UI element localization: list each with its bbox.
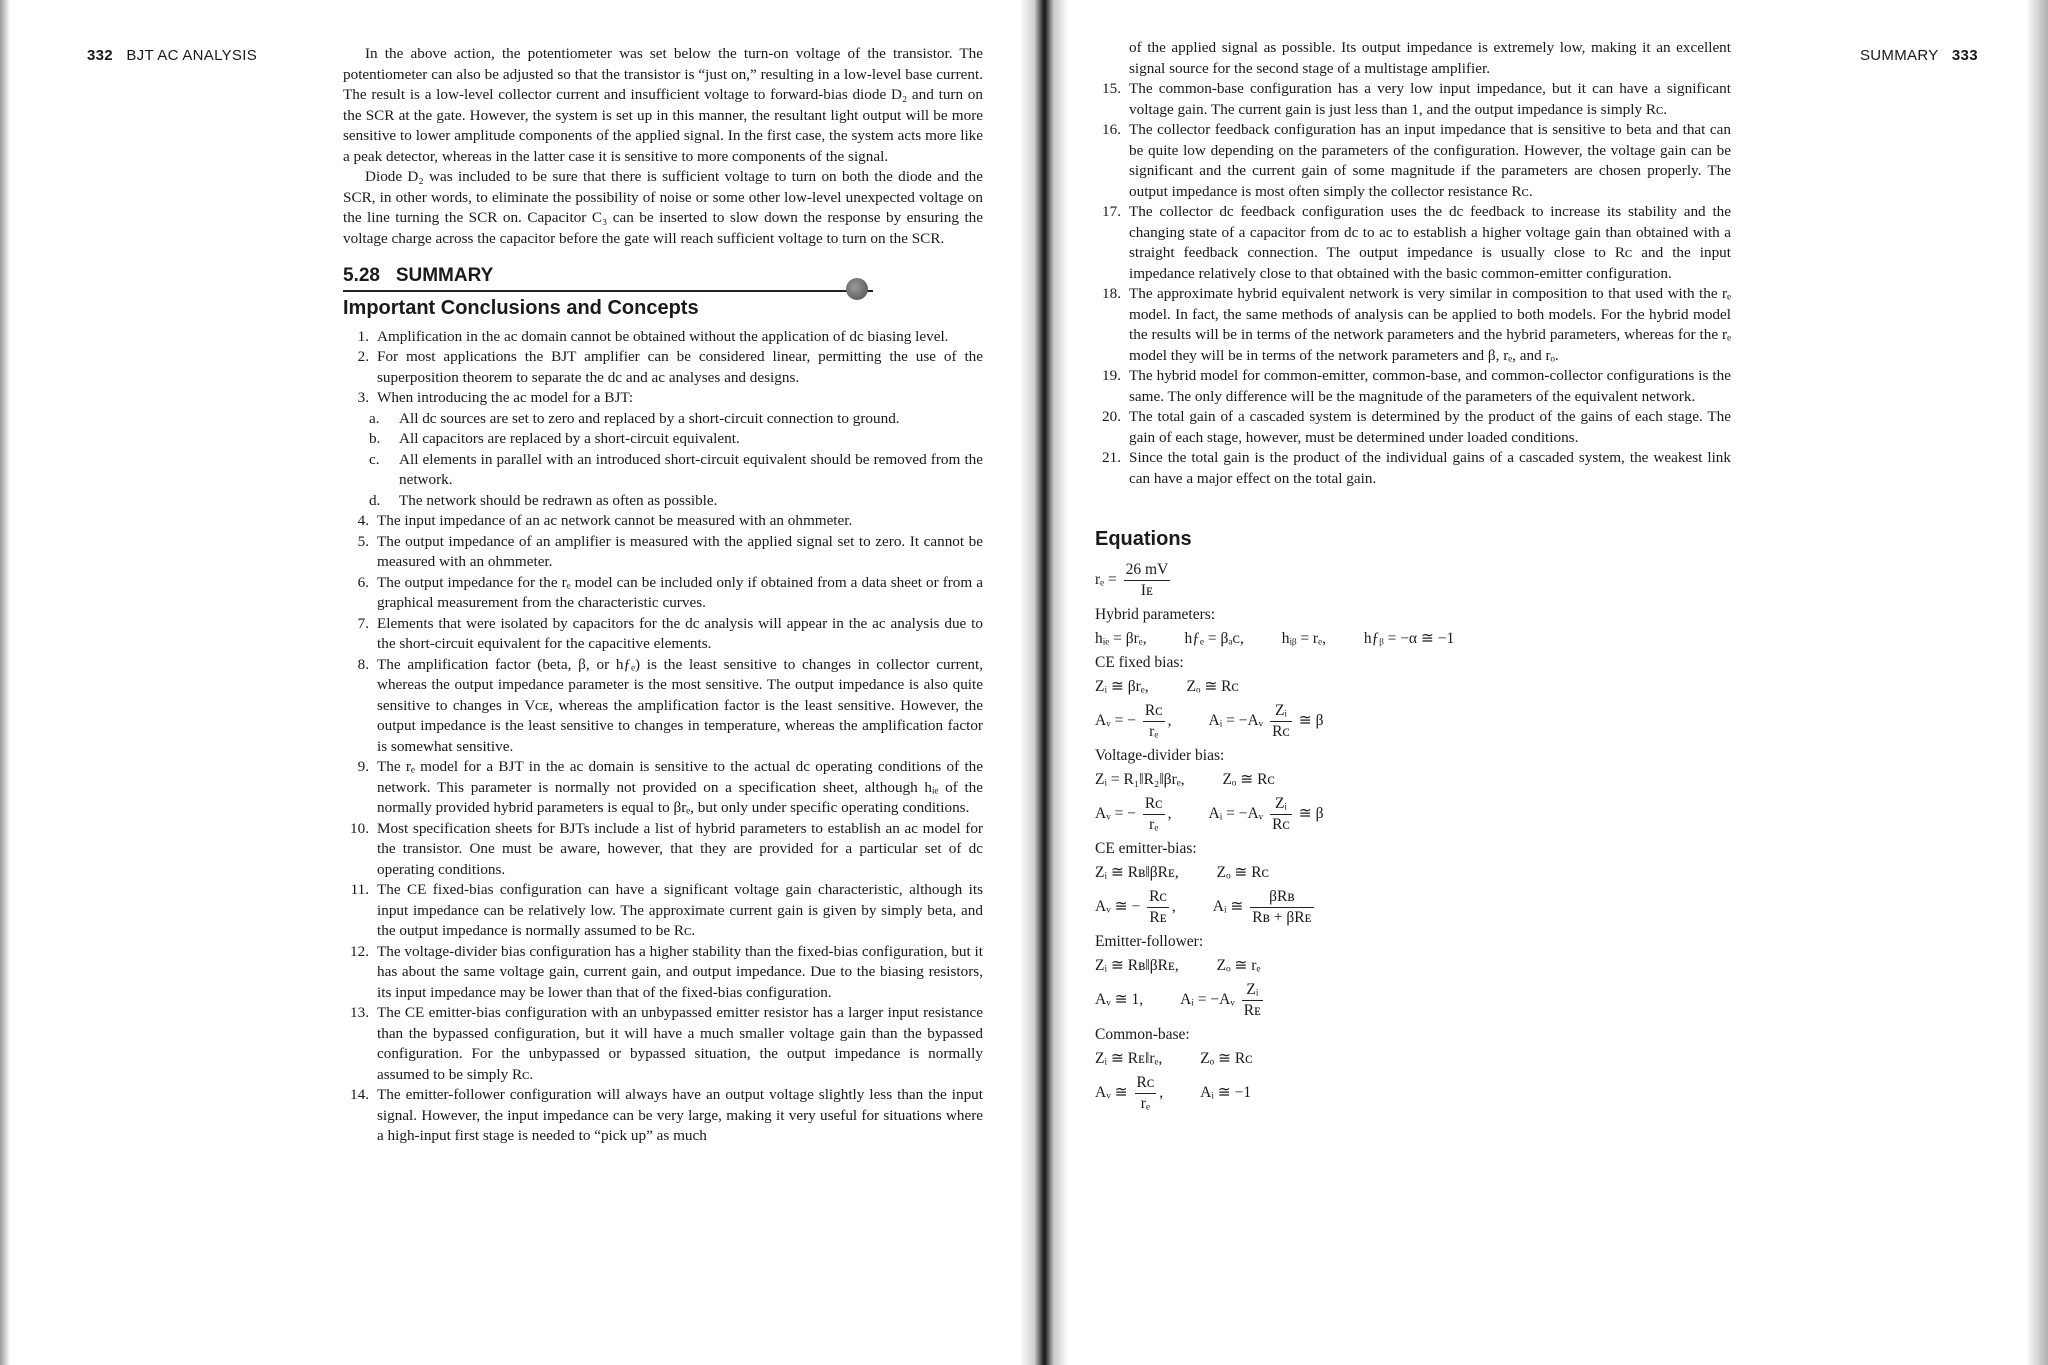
list-item-text: All capacitors are replaced by a short-circuit equivalent. [399, 430, 740, 447]
list-item [343, 532, 983, 573]
eq-hybrid-2: hƒₑ = βₐᴄ, [1184, 629, 1244, 647]
list-item-number: 8. [357, 655, 369, 673]
eq-vd-ai-frac [1270, 794, 1292, 835]
list-item-text: The amplification factor (beta, β, or hƒₑ) is the least sensitive to changes in collector current, whereas the output impedance parameter is the most sensitive. The output impedance is also quite sensitive to changes in Vᴄᴇ, whereas the amplification factor is the least sensitive. However, the output impedance is the least sensitive to changes in temperature, whereas the amplification factor is somewhat sensitive. [377, 655, 983, 755]
equation-hybrid [1095, 629, 1731, 649]
ef-label: Emitter-follower: [1095, 932, 1204, 950]
list-subitem [343, 450, 983, 491]
list-item-text: The voltage-divider bias configuration has a higher stability than the fixed-bias configuration, but it has about the same voltage gain, current gain, and output impedance. Due to the biasing resistors, its input impedance may be lower than that of the fixed-bias configuration. [377, 942, 983, 1001]
eq-cb-av-frac [1135, 1073, 1157, 1114]
eq-eb-zi: Zᵢ ≅ Rʙ‖βRᴇ, [1095, 863, 1179, 881]
eq-vd-ai-den: Rᴄ [1272, 815, 1290, 833]
eq-ef-ai-frac [1242, 980, 1263, 1021]
equation-ce-fixed-a: Aᵥ = − $\frac{\text{Rᴄ}}{\text{rₑ}}$ , Aᵢ = −Aᵥ $\frac{\text{Zᵢ}}{\text{Rᴄ}}$ ≅ β [1095, 701, 1324, 740]
eq-ce-fixed-ai-frac [1270, 701, 1292, 742]
eq-vd-av-den: rₑ [1149, 815, 1159, 833]
eq-eb-ai-lhs: Aᵢ ≅ [1212, 897, 1244, 915]
right-page-number: 333 [1951, 47, 1978, 64]
list-item-number: 19. [1102, 367, 1121, 384]
equation-cb-z [1095, 1049, 1731, 1069]
list-item [343, 880, 983, 942]
list-item [1095, 366, 1731, 407]
eq-ef-ai-den: Rᴇ [1243, 1001, 1261, 1019]
eq-ef-zi: Zᵢ ≅ Rʙ‖βRᴇ, [1095, 956, 1179, 974]
eq-cb-av-num: Rᴄ [1135, 1073, 1157, 1094]
eq-ce-fixed-zi: Zᵢ ≅ βrₑ, [1095, 677, 1149, 695]
left-page-number: 332 [87, 47, 113, 64]
left-running-head [87, 47, 257, 64]
list-item [343, 327, 983, 348]
eq-ce-fixed-av-num: Rᴄ [1143, 701, 1165, 722]
eq-ce-fixed-ai-num: Zᵢ [1270, 701, 1292, 722]
list-item-number: 18. [1102, 285, 1121, 302]
list-item-text: The total gain of a cascaded system is determined by the product of the gains of each stage. The gain of each stage, however, must be determined under loaded conditions. [1129, 408, 1731, 446]
list-item-text: The output impedance for the rₑ model can be included only if obtained from a data sheet or from a graphical measurement from the characteristic curves. [377, 573, 983, 611]
list-item-text: The rₑ model for a BJT in the ac domain is sensitive to the actual dc operating conditions of the network. This parameter is normally not provided on a specification sheet, although hᵢₑ of the normally provided hybrid parameters is equal to βrₑ, but only under specific operating conditions. [377, 758, 983, 816]
list-item-text: The common-base configuration has a very low input impedance, but it can have a significant voltage gain. The current gain is just less than 1, and the output impedance is simply Rᴄ. [1129, 80, 1731, 118]
continuation-text: of the applied signal as possible. Its output impedance is extremely low, making it an excellent signal source for the second stage of a multistage amplifier. [1129, 39, 1731, 77]
list-item-number: 4. [357, 512, 369, 529]
right-running-head [1860, 47, 1978, 64]
list-item [343, 573, 983, 614]
list-item-number: 2. [357, 348, 369, 365]
list-item [343, 655, 983, 758]
eq-vd-ai-num: Zᵢ [1270, 794, 1292, 815]
left-text-column [343, 44, 983, 1147]
list-item [343, 942, 983, 1004]
list-item-number: 14. [350, 1086, 369, 1103]
eq-ce-fixed-ai-den: Rᴄ [1272, 722, 1290, 740]
list-item-text: The collector dc feedback configuration uses the dc feedback to increase its stability and the changing state of a capacitor from dc to ac to establish a higher voltage gain than obtained with a straight feedback connection. The output impedance is usually close to Rᴄ and the input impedance relatively close to that obtained with the basic common-emitter configuration. [1129, 203, 1731, 282]
eq-eb-av-den: Rᴇ [1149, 908, 1167, 926]
eq-ce-fixed-ai-lhs: Aᵢ = −Aᵥ [1208, 711, 1264, 729]
eq-eb-ai-den: Rʙ + βRᴇ [1252, 908, 1312, 926]
list-item-text: The approximate hybrid equivalent network is very similar in composition to that used with the rₑ model. In fact, the same methods of analysis can be applied to both models. For the hybrid model the results will be in terms of the network parameters and the hybrid parameters, whereas for the rₑ model they will be in terms of the network parameters and β, rₑ, and rₒ. [1129, 285, 1731, 364]
right-text-column [1095, 38, 1731, 1118]
equation-cb-a: Aᵥ ≅ $\frac{\text{Rᴄ}}{\text{rₑ}}$ , Aᵢ ≅ −1 [1095, 1073, 1252, 1112]
list-item-text: All elements in parallel with an introduced short-circuit equivalent should be removed from the network. [399, 450, 983, 488]
conclusions-list [343, 327, 983, 1147]
list-item-text: For most applications the BJT amplifier can be considered linear, permitting the use of the superposition theorem to separate the dc and ac analyses and designs. [377, 348, 983, 386]
summary-section-heading [343, 266, 983, 292]
conclusions-subheading: Important Conclusions and Concepts [343, 297, 699, 319]
equations-heading: Equations [1095, 528, 1192, 550]
equation-eb-a: Aᵥ ≅ − $\frac{\text{Rᴄ}}{\text{Rᴇ}}$ , Aᵢ ≅ $\frac{\text{βRʙ}}{\text{Rʙ + βRᴇ}}$ [1095, 887, 1312, 926]
eq-hybrid-1: hᵢₑ = βrₑ, [1095, 629, 1147, 647]
eq-vd-ai-rhs: ≅ β [1298, 804, 1324, 822]
list-item-text: The network should be redrawn as often as possible. [399, 491, 718, 509]
list-item-text: The hybrid model for common-emitter, common-base, and common-collector configurations is the same. The only difference will be the magnitude of the parameters of the equivalent network. [1129, 367, 1731, 405]
list-item-number: d. [369, 491, 381, 509]
eq-vd-av-frac [1143, 794, 1165, 835]
eq-cb-zi: Zᵢ ≅ Rᴇ‖rₑ, [1095, 1049, 1163, 1067]
eb-label: CE emitter-bias: [1095, 839, 1197, 857]
eq-ce-fixed-av-den: rₑ [1149, 722, 1159, 740]
eq-cb-ai: Aᵢ ≅ −1 [1200, 1083, 1252, 1101]
cb-label: Common-base: [1095, 1025, 1190, 1043]
eq-eb-av-lhs: Aᵥ ≅ − [1095, 897, 1141, 915]
list-item [1095, 79, 1731, 120]
eq-ef-av: Aᵥ ≅ 1, [1095, 990, 1144, 1008]
equation-ef-a [1095, 980, 1731, 1021]
section-heading-text: 5.28 SUMMARY [343, 265, 494, 286]
eq-vd-zi: Zᵢ = R₁‖R₂‖βrₑ, [1095, 770, 1185, 788]
list-item [1095, 202, 1731, 284]
eq-ce-fixed-zo: Zₒ ≅ Rᴄ [1186, 677, 1239, 695]
section-heading-rule [343, 290, 873, 292]
eq-vd-av-lhs: Aᵥ = − [1095, 804, 1136, 822]
eq-ef-ai-num: Zᵢ [1242, 980, 1263, 1001]
list-subitem [343, 491, 983, 512]
list-item-number: 16. [1102, 121, 1121, 138]
left-running-title: BJT AC ANALYSIS [126, 47, 258, 64]
equations-block [1095, 560, 1731, 1114]
list-item-number: 10. [350, 819, 369, 837]
list-item-number: 9. [357, 758, 369, 775]
equation-re [1095, 560, 1731, 601]
list-item-text: Amplification in the ac domain cannot be obtained without the application of dc biasing level. [377, 327, 949, 345]
eq-ce-fixed-av-frac [1143, 701, 1165, 742]
list-item [1095, 407, 1731, 448]
list-item [1095, 120, 1731, 202]
eq-ce-fixed-ai-rhs: ≅ β [1298, 711, 1324, 729]
ce-fixed-label: CE fixed bias: [1095, 653, 1184, 671]
eq-eb-zo: Zₒ ≅ Rᴄ [1216, 863, 1270, 881]
eq-vd-ai-lhs: Aᵢ = −Aᵥ [1208, 804, 1264, 822]
list-item-text: Since the total gain is the product of the individual gains of a cascaded system, the weakest link can have a major effect on the total gain. [1129, 449, 1731, 487]
equation-vd-z [1095, 770, 1731, 790]
eq-eb-av-num: Rᴄ [1147, 887, 1169, 908]
list-item-number: 12. [350, 942, 369, 960]
equation-ce-fixed-z [1095, 677, 1731, 697]
eq-vd-av-num: Rᴄ [1143, 794, 1165, 815]
list-item-number: 17. [1102, 203, 1121, 220]
book-gutter [1020, 0, 1068, 1365]
list-item-number: 11. [350, 881, 369, 898]
eq-ef-ai-lhs: Aᵢ = −Aᵥ [1180, 990, 1235, 1008]
list-item-number: 21. [1102, 449, 1121, 466]
list-item [343, 819, 983, 881]
list-item-number: 20. [1102, 408, 1121, 425]
list-item-number: 13. [350, 1004, 369, 1021]
intro-paragraph-2: Diode D₂ was included to be sure that there is sufficient voltage to turn on both the diode and the SCR, in other words, to eliminate the possibility of noise or some other low-level unexpected voltage on the line turning the SCR on. Capacitor C₃ can be inserted to slow down the response by ensuring the voltage charge across the capacitor before the gate will reach sufficient voltage to turn on the SCR. [343, 168, 983, 247]
list-item-text: The output impedance of an amplifier is measured with the applied signal set to zero. It cannot be measured with an ohmmeter. [377, 532, 983, 570]
list-subitem [343, 409, 983, 430]
vd-label: Voltage-divider bias: [1095, 746, 1225, 764]
eq-ce-fixed-av-lhs: Aᵥ = − [1095, 711, 1136, 729]
list-item [1095, 448, 1731, 489]
list-item-continuation [1095, 38, 1731, 79]
list-subitem [343, 429, 983, 450]
list-item-text: Most specification sheets for BJTs include a list of hybrid parameters to establish an ac model for the transistor. One must be aware, however, that they are provided for a particular set of dc operating conditions. [377, 819, 983, 878]
list-item [1095, 284, 1731, 366]
list-item [343, 511, 983, 532]
list-item-text: The emitter-follower configuration will always have an output voltage slightly less than the input signal. However, the input impedance can be very large, making it very useful for situations where a high-input first stage is needed to “pick up” as much [377, 1086, 983, 1144]
eq-hybrid-3: hᵢᵦ = rₑ, [1281, 629, 1326, 647]
list-item-number: 15. [1102, 80, 1121, 97]
eq-re-lhs: rₑ = [1095, 570, 1117, 588]
list-item-number: 7. [357, 614, 369, 632]
hybrid-label: Hybrid parameters: [1095, 605, 1216, 623]
eq-eb-ai-num: βRʙ [1250, 887, 1313, 908]
right-page-edge [2026, 0, 2048, 1365]
list-item [343, 347, 983, 388]
list-item-number: c. [369, 450, 380, 468]
section-marker-icon [846, 278, 868, 300]
equation-eb-z [1095, 863, 1731, 883]
eq-hybrid-4: hƒᵦ = −α ≅ −1 [1363, 629, 1455, 647]
list-item-number: b. [369, 430, 381, 447]
eq-vd-zo: Zₒ ≅ Rᴄ [1222, 770, 1275, 788]
list-item-number: 5. [357, 532, 369, 550]
list-item-text: The CE fixed-bias configuration can have a significant voltage gain characteristic, although its input impedance can be relatively low. The approximate current gain is given by simply beta, and the output impedance is normally assumed to be Rᴄ. [377, 881, 983, 939]
list-item [343, 1003, 983, 1085]
equation-vd-a: Aᵥ = − $\frac{\text{Rᴄ}}{\text{rₑ}}$ , Aᵢ = −Aᵥ $\frac{\text{Zᵢ}}{\text{Rᴄ}}$ ≅ β [1095, 794, 1324, 833]
left-page-edge [0, 0, 10, 1365]
eq-cb-av-den: rₑ [1140, 1094, 1150, 1112]
intro-paragraph-1: In the above action, the potentiometer was set below the turn-on voltage of the transistor. The potentiometer can also be adjusted so that the transistor is “just on,” resulting in a low-level base current. The result is a low-level collector current and insufficient voltage to forward-bias diode D₂ and turn on the SCR at the gate. However, the system is set up in this manner, the resultant light output will be more sensitive to lower amplitude components of the applied signal. In the first case, the system acts more like a peak detector, whereas in the latter case it is sensitive to more components of the signal. [343, 45, 983, 165]
list-item-number: 1. [357, 327, 369, 345]
eq-eb-ai-frac [1250, 887, 1313, 928]
list-item-number: a. [369, 409, 380, 427]
list-item-text: Elements that were isolated by capacitors for the dc analysis will appear in the ac analysis due to the short-circuit equivalent for the capacitive elements. [377, 614, 983, 652]
eq-re-fraction [1124, 560, 1171, 601]
list-item [343, 757, 983, 819]
equation-ef-z [1095, 956, 1731, 976]
list-item [343, 388, 983, 409]
list-item-text: All dc sources are set to zero and replaced by a short-circuit connection to ground. [399, 409, 900, 427]
list-item-number: 6. [357, 573, 369, 591]
conclusions-list-continued [1095, 38, 1731, 489]
eq-eb-av-frac [1147, 887, 1169, 928]
list-item-text: When introducing the ac model for a BJT: [377, 389, 634, 406]
eq-cb-zo: Zₒ ≅ Rᴄ [1200, 1049, 1253, 1067]
eq-re-den: Iᴇ [1140, 581, 1153, 599]
list-item [343, 1085, 983, 1147]
list-item [343, 614, 983, 655]
list-item-text: The input impedance of an ac network cannot be measured with an ohmmeter. [377, 512, 853, 529]
list-item-text: The collector feedback configuration has an input impedance that is sensitive to beta and that can be quite low depending on the parameters of the configuration. However, the voltage gain can be significant and the current gain of some magnitude if the parameters are chosen properly. The output impedance is most often simply the collector resistance Rᴄ. [1129, 121, 1731, 200]
list-item-text: The CE emitter-bias configuration with an unbypassed emitter resistor has a larger input resistance than the bypassed configuration, but it will have a much smaller voltage gain than the bypassed configuration. For the unbypassed or bypassed situation, the output impedance is normally assumed to be simply Rᴄ. [377, 1004, 983, 1083]
list-item-number: 3. [357, 389, 369, 406]
right-running-title: SUMMARY [1860, 47, 1939, 64]
eq-cb-av-lhs: Aᵥ ≅ [1095, 1083, 1128, 1101]
eq-ef-zo: Zₒ ≅ rₑ [1216, 956, 1261, 974]
eq-re-num: 26 mV [1124, 560, 1171, 581]
